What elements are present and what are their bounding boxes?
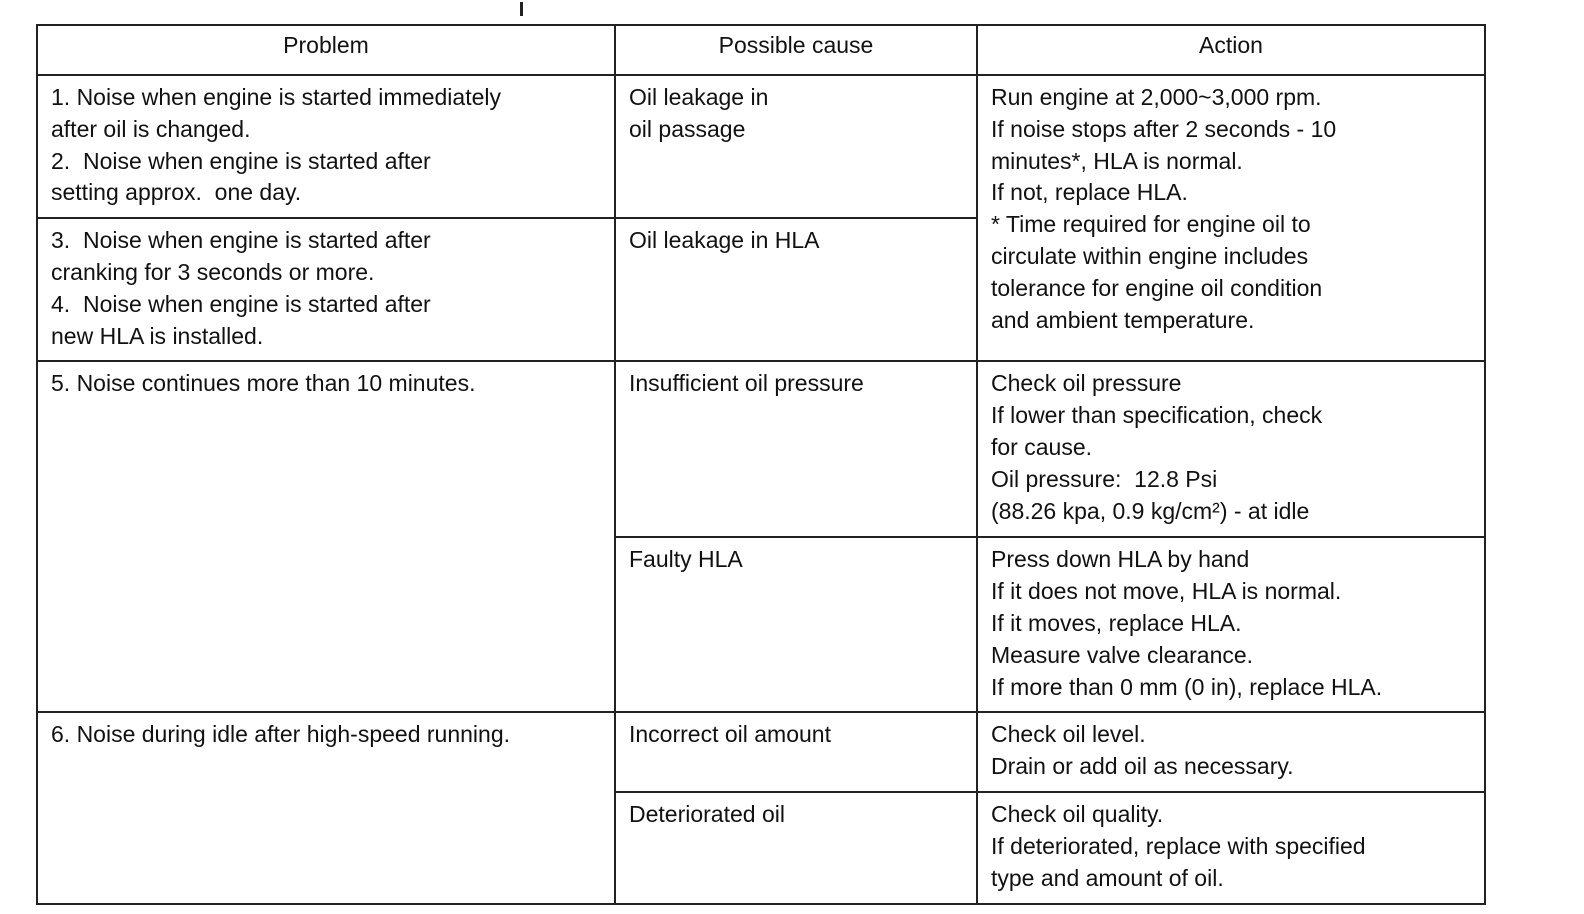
action-text: type and amount of oil.	[991, 864, 1224, 891]
action-text: If more than 0 mm (0 in), replace HLA.	[991, 673, 1383, 700]
action-text: Check oil level.	[991, 721, 1146, 748]
problem-cell	[37, 361, 615, 712]
cause-cell	[615, 218, 977, 361]
problem-text: setting approx. one day.	[51, 179, 302, 206]
page-mark	[520, 2, 523, 16]
action-text: If it does not move, HLA is normal.	[991, 578, 1342, 605]
action-text: If deteriorated, replace with specified	[991, 833, 1366, 860]
table-row	[37, 75, 1485, 218]
action-cell	[977, 792, 1485, 903]
action-cell	[977, 361, 1485, 537]
problem-text: after oil is changed.	[51, 115, 251, 142]
problem-cell	[37, 75, 615, 218]
table-row	[37, 361, 1485, 537]
header-possible-cause: Possible cause	[615, 25, 977, 75]
troubleshooting-table	[36, 24, 1486, 905]
action-cell	[977, 712, 1485, 792]
cause-text: Oil leakage in HLA	[629, 227, 820, 254]
action-text: circulate within engine includes	[991, 242, 1309, 269]
action-text: Press down HLA by hand	[991, 546, 1250, 573]
action-text: minutes*, HLA is normal.	[991, 147, 1243, 174]
problem-text: cranking for 3 seconds or more.	[51, 258, 375, 285]
cause-cell	[615, 537, 977, 712]
action-text: and ambient temperature.	[991, 306, 1255, 333]
problem-text: 2. Noise when engine is started after	[51, 147, 431, 174]
action-text: (88.26 kpa, 0.9 kg/cm²) - at idle	[991, 497, 1310, 524]
problem-cell	[37, 712, 615, 903]
action-text: * Time required for engine oil to	[991, 211, 1311, 238]
action-text: Run engine at 2,000~3,000 rpm.	[991, 84, 1322, 110]
header-problem: Problem	[37, 25, 615, 75]
problem-text: 6. Noise during idle after high-speed running.	[51, 721, 511, 748]
action-text: If noise stops after 2 seconds - 10	[991, 115, 1337, 142]
action-text: tolerance for engine oil condition	[991, 274, 1323, 301]
cause-text: oil passage	[629, 115, 746, 142]
cause-text: Deteriorated oil	[629, 801, 785, 828]
cause-cell	[615, 712, 977, 792]
action-text: Check oil pressure	[991, 370, 1182, 397]
action-cell-shared	[977, 75, 1485, 361]
action-text: If lower than specification, check	[991, 402, 1323, 429]
action-text: Drain or add oil as necessary.	[991, 753, 1294, 780]
cause-cell	[615, 792, 977, 903]
problem-text: 4. Noise when engine is started after	[51, 290, 431, 317]
action-text: for cause.	[991, 433, 1092, 460]
problem-cell	[37, 218, 615, 361]
action-text: Measure valve clearance.	[991, 641, 1254, 668]
cause-text: Faulty HLA	[629, 546, 743, 573]
problem-text: 1. Noise when engine is started immediately	[51, 84, 502, 110]
cause-text: Incorrect oil amount	[629, 721, 831, 748]
problem-text: 5. Noise continues more than 10 minutes.	[51, 370, 476, 397]
action-text: If it moves, replace HLA.	[991, 609, 1242, 636]
action-text: If not, replace HLA.	[991, 179, 1188, 206]
action-text: Oil pressure: 12.8 Psi	[991, 465, 1218, 492]
cause-text: Insufficient oil pressure	[629, 370, 864, 397]
header-row	[37, 25, 1485, 75]
problem-text: new HLA is installed.	[51, 322, 264, 349]
action-text: Check oil quality.	[991, 801, 1164, 828]
action-cell	[977, 537, 1485, 712]
table-row	[37, 712, 1485, 792]
header-action: Action	[977, 25, 1485, 75]
problem-text: 3. Noise when engine is started after	[51, 227, 431, 254]
cause-text: Oil leakage in	[629, 84, 769, 110]
cause-cell	[615, 361, 977, 537]
cause-cell	[615, 75, 977, 218]
